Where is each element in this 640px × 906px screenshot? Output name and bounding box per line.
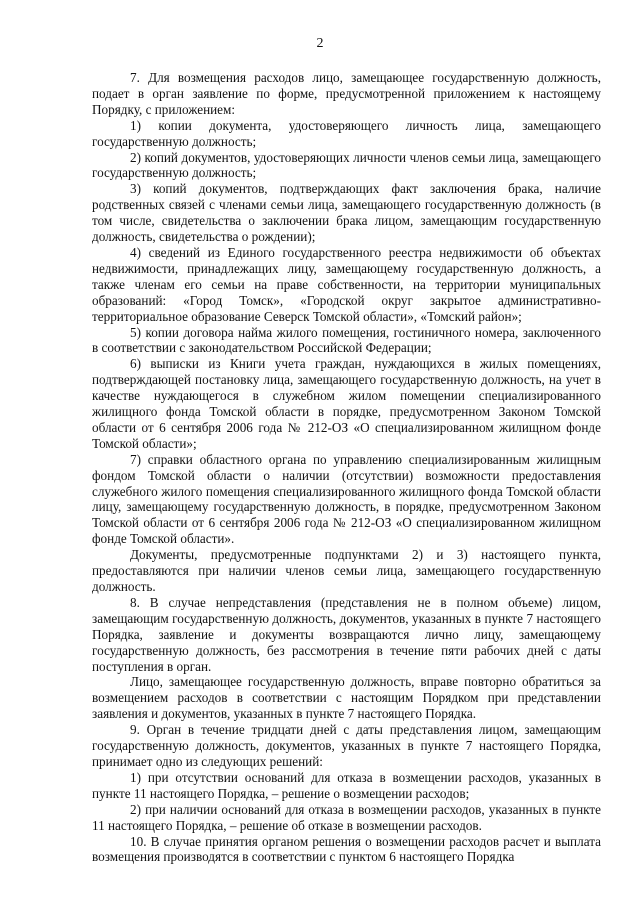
paragraph: 1) при отсутствии оснований для отказа в возмещении расходов, указанных в пункте 11 настоящего Порядка, – решение о возмещении расходов; [92,769,601,801]
paragraph: 3) копий документов, подтверждающих факт заключения брака, наличие родственных связей с членами семьи лица, замещающего государственную должность (в том числе, свидетельства о заключении брака лицом, замещающим государственную должность, свидетельства о рождении); [92,181,601,245]
paragraph: 2) копий документов, удостоверяющих личности членов семьи лица, замещающего государственную должность; [92,149,601,181]
paragraph: 7) справки областного органа по управлению специализированным жилищным фондом Томской области о наличии (отсутствии) возможности предоставления служебного жилого помещения специализированного жилищного фонда Томской области лицу, замещающему государственную должность, в порядке, предусмотренном Законом Томской области от 6 сентября 2006 года № 212-ОЗ «О специализированном жилищном фонде Томской области». [92,451,601,547]
paragraph: 2) при наличии оснований для отказа в возмещении расходов, указанных в пункте 11 настоящего Порядка, – решение об отказе в возмещении расходов. [92,801,601,833]
paragraph: 4) сведений из Единого государственного реестра недвижимости об объектах недвижимости, принадлежащих лицу, замещающему государственную должность, а также членам его семьи на праве собственности, на территории муниципальных образований: «Город Томск», «Городской округ закрытое административно-территориальное образование Северск Томской области», «Томский район»; [92,244,601,324]
paragraph: 1) копии документа, удостоверяющего личность лица, замещающего государственную должность; [92,117,601,149]
paragraph: 8. В случае непредставления (представления не в полном объеме) лицом, замещающим государственную должность, документов, указанных в пункте 7 настоящего Порядка, заявление и документы возвращаются лично лицу, замещающему государственную должность, без рассмотрения в течение пяти рабочих дней с даты поступления в орган. [92,594,601,674]
paragraph: 6) выписки из Книги учета граждан, нуждающихся в жилых помещениях, подтверждающей постановку лица, замещающего государственную должность, на учет в качестве нуждающегося в служебном жилом помещении специализированного жилищного фонда Томской области в порядке, предусмотренном Законом Томской области от 6 сентября 2006 года № 212-ОЗ «О специализированном жилищном фонде Томской области»; [92,356,601,451]
paragraph: Документы, предусмотренные подпунктами 2) и 3) настоящего пункта, предоставляются при наличии членов семьи лица, замещающего государственную должность. [92,547,601,594]
page-number: 2 [316,36,324,51]
paragraph: 9. Орган в течение тридцати дней с даты представления лицом, замещающим государственную должность, документов, указанных в пункте 7 настоящего Порядка, принимает одно из следующих решений: [92,722,601,769]
paragraph: Лицо, замещающее государственную должность, вправе повторно обратиться за возмещением расходов в соответствии с настоящим Порядком при представлении заявления и документов, указанных в пункте 7 настоящего Порядка. [92,674,601,722]
paragraph: 7. Для возмещения расходов лицо, замещающее государственную должность, подает в орган заявление по форме, предусмотренной приложением к настоящему Порядку, с приложением: [92,70,601,117]
paragraph: 5) копии договора найма жилого помещения, гостиничного номера, заключенного в соответствии с законодательством Российской Федерации; [92,324,601,356]
paragraph: 10. В случае принятия органом решения о возмещении расходов расчет и выплата возмещения производятся в соответствии с пунктом 6 настоящего Порядка [92,833,601,865]
document-body [92,70,601,865]
